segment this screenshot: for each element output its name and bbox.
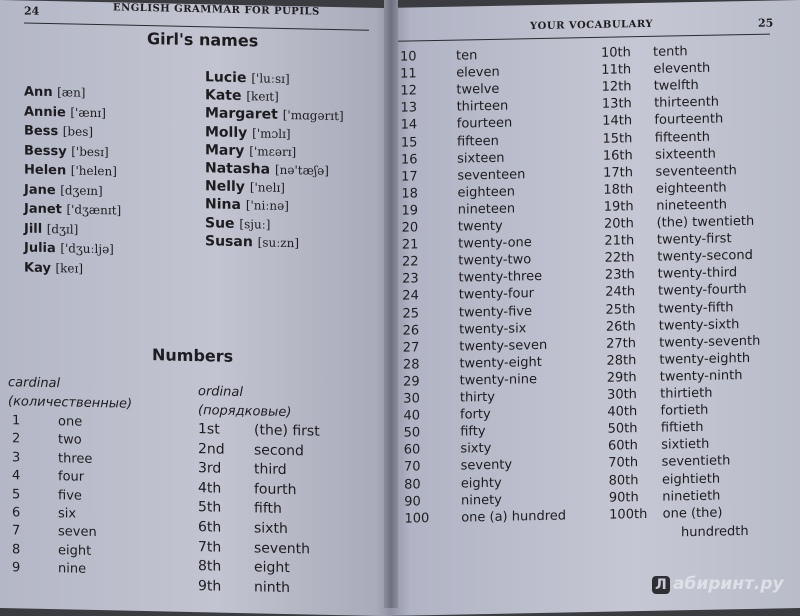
cardinal-word: seventy xyxy=(460,457,513,474)
cardinal-row: 1 one xyxy=(12,413,83,430)
cardinal-word: ninety xyxy=(461,492,502,509)
ordinal-word: (the) twentieth xyxy=(656,213,755,231)
cardinal-row: 9 nine xyxy=(12,560,87,578)
ordinal-numeral: 100th xyxy=(609,506,648,523)
name-entry: Janet ['dʒænɪt] xyxy=(24,201,122,218)
ordinal-row: 9th ninth xyxy=(198,577,290,596)
ordinal-numeral: 24th xyxy=(605,284,636,301)
cardinal-numeral: 26 xyxy=(402,322,420,339)
name-entry: Kay [keɪ] xyxy=(24,260,84,276)
cardinal-row: 3 three xyxy=(12,450,93,467)
ordinal-numeral: 16th xyxy=(602,147,633,164)
cardinal-numeral: 28 xyxy=(402,357,420,373)
cardinal-word: eleven xyxy=(456,64,500,81)
ordinal-word: seventeenth xyxy=(655,162,737,180)
name-entry: Molly ['mɔlɪ] xyxy=(205,123,291,141)
name-entry: Mary ['mɛərɪ] xyxy=(205,142,297,160)
ordinal-word: eighteenth xyxy=(655,180,727,197)
cardinal-numeral: 18 xyxy=(401,186,418,202)
ordinal-word: sixtieth xyxy=(661,437,710,453)
cardinal-word: twenty-five xyxy=(458,303,532,321)
cardinal-word: twenty-seven xyxy=(459,337,548,355)
ordinal-word: twenty-eighth xyxy=(659,350,751,368)
cardinal-word: twenty-eight xyxy=(459,354,542,372)
names-list-left xyxy=(24,83,121,280)
ordinal-word: thirteenth xyxy=(654,94,720,112)
page-number: 25 xyxy=(758,16,774,30)
ordinal-row: 7th seventh xyxy=(198,538,311,558)
cardinal-numeral: 12 xyxy=(400,83,417,99)
ordinal-word: twenty-first xyxy=(656,231,732,248)
cardinal-row: 7 seven xyxy=(12,523,97,541)
ordinal-numeral: 19th xyxy=(603,199,634,215)
ordinal-numeral: 15th xyxy=(602,130,633,147)
ordinal-word: tenth xyxy=(653,44,688,60)
cardinal-numeral: 80 xyxy=(404,476,421,493)
book-gutter xyxy=(384,0,398,608)
cardinal-numeral: 15 xyxy=(400,134,418,151)
ordinal-numeral: 30th xyxy=(607,387,637,403)
ordinal-numeral: 10th xyxy=(601,45,631,61)
cardinal-sublabel: (количественные) xyxy=(8,394,133,412)
ordinal-label: ordinal xyxy=(198,384,243,401)
cardinal-numeral: 25 xyxy=(402,305,420,322)
name-entry: Lucie ['luːsɪ] xyxy=(205,69,290,87)
cardinal-word: sixteen xyxy=(457,150,505,167)
cardinal-numeral: 100 xyxy=(404,510,430,527)
ordinal-sublabel: (порядковые) xyxy=(198,403,292,421)
cardinal-numeral: 14 xyxy=(400,117,418,134)
name-entry: Margaret ['mɑgərɪt] xyxy=(205,105,344,124)
ordinal-word: twenty-seventh xyxy=(659,333,761,351)
right-page xyxy=(390,0,800,616)
labirint-logo: Л xyxy=(652,576,670,594)
name-entry: Ann [æn] xyxy=(24,84,86,101)
ordinal-numeral: 14th xyxy=(602,113,633,130)
cardinal-word: fifteen xyxy=(456,133,499,150)
ordinal-word: fifteenth xyxy=(654,129,710,146)
ordinal-list xyxy=(198,420,320,599)
ordinal-row: 3rd third xyxy=(198,460,287,479)
cardinal-numeral: 40 xyxy=(403,408,420,424)
cardinal-row: 2 two xyxy=(12,431,82,449)
cardinal-numeral: 24 xyxy=(402,288,419,305)
ordinal-numeral: 50th xyxy=(607,421,638,437)
cardinal-numeral: 10 xyxy=(400,49,417,65)
name-entry: Susan [suːzn] xyxy=(205,233,300,251)
ordinal-word: eightieth xyxy=(661,471,721,488)
ordinal-numeral: 21th xyxy=(604,233,635,249)
cardinal-word: seventeen xyxy=(457,166,526,184)
ordinal-word: one (the) xyxy=(662,505,723,522)
cardinal-word: forty xyxy=(460,407,491,423)
ordinal-row: 8th eight xyxy=(198,558,290,577)
cardinal-numeral: 21 xyxy=(401,237,419,253)
name-entry: Kate [keɪt] xyxy=(205,87,279,105)
ordinal-numeral: 20th xyxy=(604,216,634,232)
ordinal-word: fourteenth xyxy=(654,111,724,129)
ordinal-numeral: 60th xyxy=(607,438,638,454)
cardinal-word: eighty xyxy=(460,475,502,492)
ordinal-numeral: 25th xyxy=(605,301,636,318)
cardinal-word: twenty-nine xyxy=(459,371,537,389)
ordinal-numeral: 27th xyxy=(606,335,637,352)
cardinal-word: ten xyxy=(456,48,478,64)
ordinal-word: fiftieth xyxy=(660,420,704,436)
cardinal-numeral: 13 xyxy=(400,100,418,116)
ordinal-numeral: 70th xyxy=(608,455,639,472)
name-entry: Jill [dʒɪl] xyxy=(24,221,79,237)
ordinal-row: 4th fourth xyxy=(198,479,297,498)
cardinal-numeral: 17 xyxy=(401,169,418,185)
cardinal-word: twelve xyxy=(456,81,500,98)
ordinal-numeral: 29th xyxy=(606,370,637,386)
cardinal-word: thirteen xyxy=(456,98,509,115)
ordinal-word: fortieth xyxy=(660,402,709,419)
cardinal-row: 5 five xyxy=(12,486,82,504)
cardinal-word: sixty xyxy=(460,441,492,457)
name-entry: Helen ['helen] xyxy=(24,162,117,179)
cardinal-word: nineteen xyxy=(457,201,516,218)
ordinal-row: 2nd second xyxy=(198,440,304,459)
left-page xyxy=(0,0,392,616)
ordinal-word: twenty-sixth xyxy=(658,316,740,334)
cardinal-word: eighteen xyxy=(457,184,515,201)
ordinal-numeral: 17th xyxy=(603,164,633,181)
ordinal-word: twenty-ninth xyxy=(659,367,743,385)
cardinal-label: cardinal xyxy=(8,375,61,392)
cardinal-word: thirty xyxy=(459,389,495,406)
cardinal-numeral: 16 xyxy=(400,151,418,168)
watermark-text: абиринт.ру xyxy=(673,574,784,594)
hundredth-continuation: hundredth xyxy=(681,523,749,541)
ordinal-word: seventieth xyxy=(661,453,731,471)
cardinal-numeral: 23 xyxy=(402,271,419,287)
name-entry: Sue [sjuː] xyxy=(205,214,271,232)
cardinal-numeral: 30 xyxy=(403,391,420,407)
page-number: 24 xyxy=(24,4,40,18)
ordinal-word: twenty-fifth xyxy=(658,299,734,317)
cardinal-numeral: 29 xyxy=(403,374,420,390)
cardinal-row: 8 eight xyxy=(12,542,92,559)
cardinal-numeral: 11 xyxy=(400,66,417,82)
name-entry: Nina ['niːnə] xyxy=(205,196,289,214)
cardinal-numeral: 70 xyxy=(403,459,421,475)
name-entry: Natasha [nə'tæʃə] xyxy=(205,160,329,178)
ordinal-word: twelfth xyxy=(653,78,699,94)
cardinal-numeral: 50 xyxy=(403,425,421,441)
ordinal-word: twenty-second xyxy=(657,248,753,265)
ordinal-numeral: 40th xyxy=(607,404,638,420)
ordinal-numeral: 90th xyxy=(608,489,639,506)
ordinal-row: 5th fifth xyxy=(198,499,282,518)
ordinal-word: twenty-third xyxy=(657,265,738,283)
ordinal-numeral: 23th xyxy=(604,267,635,284)
numbers-title: Numbers xyxy=(152,345,234,366)
cardinal-word: twenty-one xyxy=(458,235,532,252)
ordinal-numeral: 13th xyxy=(601,96,632,113)
cardinal-word: twenty-six xyxy=(459,320,527,338)
cardinal-row: 4 four xyxy=(12,468,85,485)
ordinal-numeral: 80th xyxy=(608,472,639,489)
ordinal-row: 6th sixth xyxy=(198,519,288,537)
cardinal-numeral: 60 xyxy=(403,442,421,458)
name-entry: Bess [bes] xyxy=(24,123,94,140)
ordinal-numeral: 28th xyxy=(606,352,637,369)
name-entry: Bessy ['besɪ] xyxy=(24,143,109,159)
name-entry: Nelly ['nelɪ] xyxy=(205,178,285,196)
ordinal-word: nineteenth xyxy=(656,197,727,214)
ordinal-word: twenty-fourth xyxy=(658,282,747,300)
ordinal-word: sixteenth xyxy=(655,146,716,163)
ordinal-numeral: 18th xyxy=(603,181,634,198)
cardinal-word: twenty-four xyxy=(458,286,535,303)
cardinal-numeral: 22 xyxy=(401,254,419,270)
cardinal-numeral: 19 xyxy=(401,203,419,219)
name-entry: Jane [dʒeɪn] xyxy=(24,182,103,198)
running-head: YOUR VOCABULARY xyxy=(530,18,653,33)
header-rule xyxy=(396,34,770,42)
name-entry: Annie ['ænɪ] xyxy=(24,104,106,120)
ordinal-word: ninetieth xyxy=(662,488,721,505)
ordinal-word: eleventh xyxy=(653,60,711,77)
cardinal-numeral: 90 xyxy=(404,493,421,510)
cardinal-list xyxy=(12,412,97,579)
ordinal-word: thirtieth xyxy=(660,385,713,402)
girls-names-title: Girl's names xyxy=(147,29,259,51)
name-entry: Julia ['dʒuːljə] xyxy=(24,240,114,257)
ordinal-numeral: 22th xyxy=(604,250,635,266)
ordinal-numeral: 26th xyxy=(605,318,636,335)
cardinal-word: fifty xyxy=(460,424,486,440)
names-list-right xyxy=(205,68,344,253)
ordinal-row: 1st (the) first xyxy=(198,421,320,440)
cardinal-word: one (a) hundred xyxy=(461,508,567,526)
cardinal-word: twenty-three xyxy=(458,269,543,286)
ordinal-numeral: 12th xyxy=(601,79,632,95)
cardinal-numeral: 27 xyxy=(402,339,420,356)
watermark xyxy=(652,574,784,594)
cardinal-numeral: 20 xyxy=(401,220,419,236)
cardinal-row: 6 six xyxy=(12,505,77,522)
cardinal-word: twenty xyxy=(457,218,503,235)
ordinal-numeral: 11th xyxy=(601,62,632,78)
cardinal-word: twenty-two xyxy=(458,252,532,269)
running-head: ENGLISH GRAMMAR FOR PUPILS xyxy=(113,2,320,18)
cardinal-word: fourteen xyxy=(456,115,513,132)
